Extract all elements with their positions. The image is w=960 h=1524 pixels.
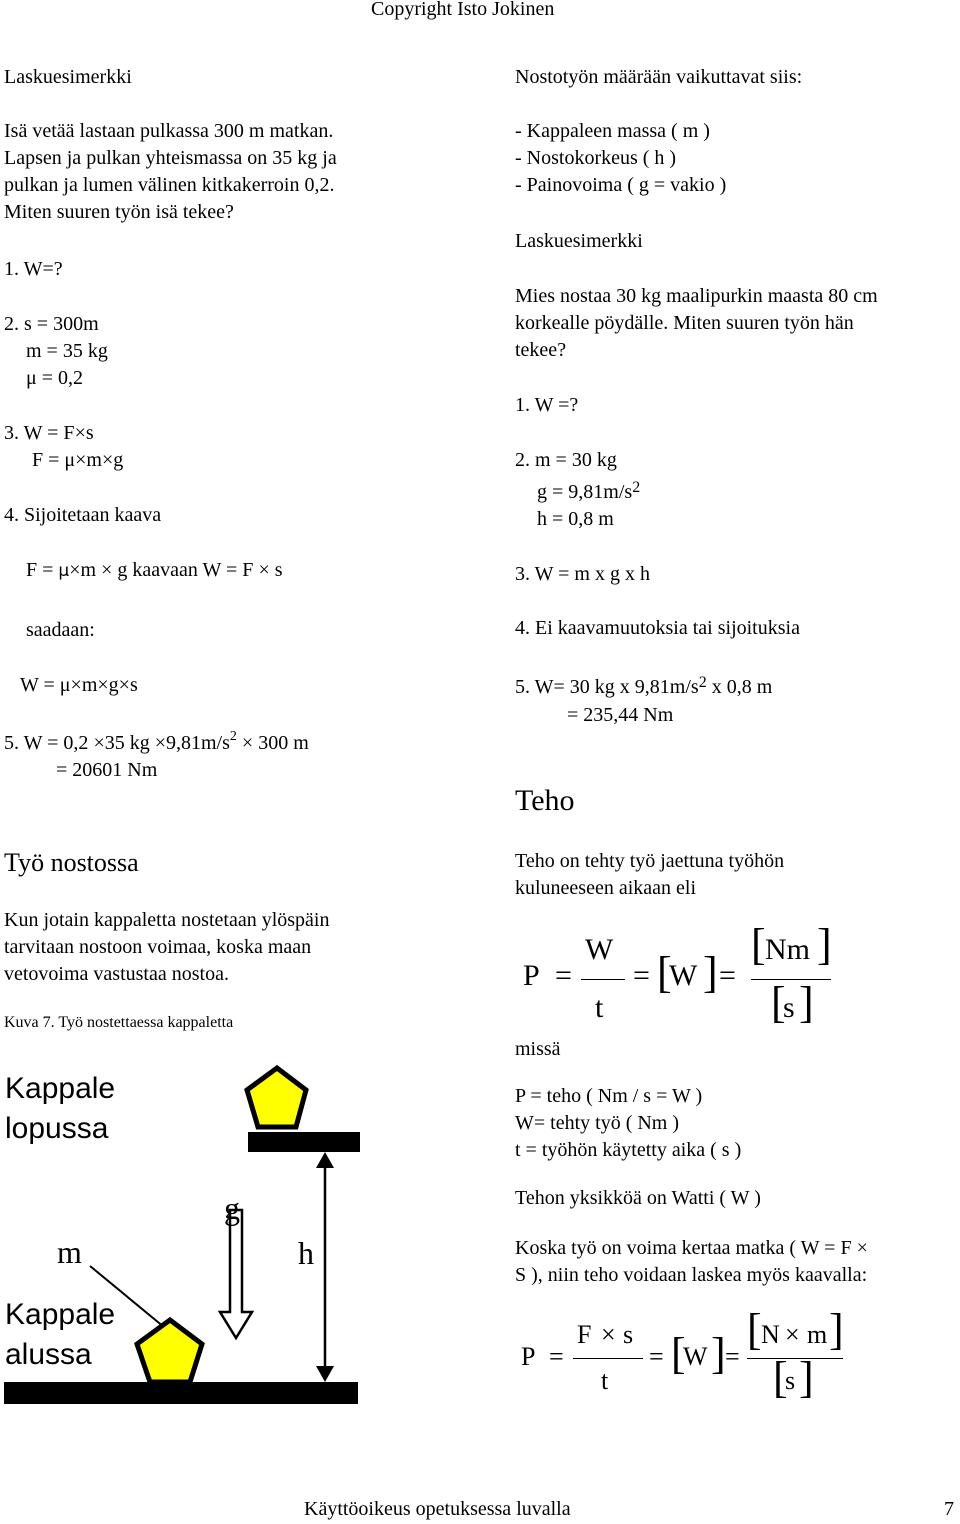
step-2-mass: m = 35 kg <box>26 340 108 362</box>
times-symbol: × <box>258 559 270 581</box>
definition-line: t = työhön käytetty aika ( s ) <box>515 1139 742 1161</box>
fraction-bar <box>747 1358 843 1359</box>
step-4: 4. Sijoitetaan kaava <box>4 504 162 526</box>
lift-figure <box>0 1060 370 1410</box>
step-5-start: 5. W = 0,2 <box>4 732 94 754</box>
mu-symbol: μ <box>58 561 70 581</box>
label-start: Kappale <box>5 1298 116 1331</box>
times-symbol: × <box>118 674 130 696</box>
power-formula-2 <box>515 1305 855 1412</box>
bracket-close: ] <box>799 1353 814 1402</box>
bracket-close: ] <box>817 920 832 969</box>
formula-p: P <box>521 1342 536 1371</box>
problem-line-2: Mies nostaa 30 kg maalipurkin maasta 80 cm <box>515 285 878 307</box>
fraction-numerator: W <box>585 933 614 966</box>
ground-surface <box>4 1382 358 1404</box>
unit-denominator: s <box>783 991 795 1024</box>
times-symbol: × <box>785 1320 800 1349</box>
equals-sign: = <box>633 959 650 992</box>
power-text-line: kuluneeseen aikaan eli <box>515 877 697 899</box>
bracketed-w: W <box>669 959 698 992</box>
step-3-r: 3. W = m x g x h <box>515 563 650 585</box>
times-symbol: × <box>69 559 81 581</box>
since-text-line <box>515 1235 868 1262</box>
step-5-mass: 35 kg <box>104 732 155 754</box>
definition-line: W= tehty työ ( Nm ) <box>515 1112 680 1134</box>
times-symbol: × <box>154 732 166 754</box>
power-text-line: Teho on tehty työ jaettuna työhön <box>515 850 785 872</box>
copyright-header: Copyright Isto Jokinen <box>371 0 555 20</box>
step-2-r-g <box>537 479 640 507</box>
times-symbol: × <box>97 674 109 696</box>
section-title-lift: Työ nostossa <box>4 848 139 877</box>
fraction-denominator: t <box>601 1366 609 1395</box>
saadaan-label: saadaan: <box>26 619 95 641</box>
formula-p: P <box>523 959 540 992</box>
bracket-open: [ <box>773 1353 788 1402</box>
problem-line: Lapsen ja pulkan yhteismassa on 35 kg ja <box>4 147 337 169</box>
step-2-r-h: h = 0,8 m <box>537 508 614 530</box>
fraction-bar <box>573 1358 643 1359</box>
label-end: Kappale <box>5 1072 116 1105</box>
formula-w-start: W = μ <box>20 674 71 696</box>
factor-item: - Kappaleen massa ( m ) <box>515 120 710 142</box>
equals-sign: = <box>725 1342 740 1371</box>
problem-line: Isä vetää lastaan pulkassa 300 m matkan. <box>4 120 334 142</box>
subst-s: s <box>269 559 283 581</box>
step-3-s: s <box>85 422 94 444</box>
step-5 <box>4 730 309 759</box>
problem-line-2: tekee? <box>515 339 567 361</box>
figure-caption: Kuva 7. Työ nostettaessa kappaletta <box>4 1014 234 1031</box>
equals-sign: = <box>555 959 572 992</box>
step-3 <box>4 420 94 447</box>
step-3-text: 3. W = F <box>4 422 75 444</box>
numerator-f: F <box>577 1320 592 1349</box>
force-g: g <box>113 449 124 471</box>
definition-line: P = teho ( Nm / s = W ) <box>515 1085 703 1107</box>
bracket-open: [ <box>747 1305 762 1354</box>
label-start: alussa <box>5 1338 92 1371</box>
label-end: lopussa <box>5 1112 109 1145</box>
object-at-end <box>247 1068 306 1127</box>
page-number: 7 <box>944 1498 954 1520</box>
force-m: m <box>86 449 102 471</box>
exponent: 2 <box>698 674 707 691</box>
times-symbol: × <box>70 674 82 696</box>
section-title-power: Teho <box>515 784 575 817</box>
factor-item: - Painovoima ( g = vakio ) <box>515 174 727 196</box>
bracketed-w: W <box>683 1342 708 1371</box>
example-title-2: Laskuesimerkki <box>515 230 643 252</box>
intro-text: Nostotyön määrään vaikuttavat siis: <box>515 66 803 88</box>
step-2-r: 2. m = 30 kg <box>515 449 617 471</box>
times-symbol: × <box>101 449 114 471</box>
equals-sign: = <box>719 959 736 992</box>
subst-f: F = <box>26 559 59 581</box>
fraction-bar <box>581 979 625 980</box>
exponent: 2 <box>632 479 641 496</box>
missa-label: missä <box>515 1038 561 1060</box>
object-at-start <box>137 1320 202 1382</box>
step-3-force <box>32 447 123 474</box>
step-5-result: = 20601 Nm <box>56 759 158 781</box>
equals-sign: = <box>549 1342 564 1371</box>
step-5-r-tail: x 0,8 m <box>706 676 773 698</box>
unit-denominator: s <box>785 1366 796 1395</box>
numerator-s: s <box>623 1320 634 1349</box>
label-gravity: g <box>224 1190 240 1226</box>
step-5-r-text: 5. W= 30 kg x 9,81m/s <box>515 676 699 698</box>
formula-w <box>20 672 138 699</box>
shelf-surface <box>248 1132 360 1152</box>
bracket-open: [ <box>671 1329 686 1378</box>
bracket-open: [ <box>657 948 672 997</box>
problem-line: Miten suuren työn isä tekee? <box>4 201 234 223</box>
times-symbol: × <box>601 1320 616 1349</box>
times-symbol: × <box>236 732 254 754</box>
bracket-close: ] <box>829 1305 844 1354</box>
section-text-line: Kun jotain kappaletta nostetaan ylöspäin <box>4 909 330 931</box>
subst-m: m <box>80 559 102 581</box>
fraction-denominator: t <box>595 991 604 1024</box>
footer-license: Käyttöoikeus opetuksessa luvalla <box>304 1498 571 1520</box>
factor-item: - Nostokorkeus ( h ) <box>515 147 677 169</box>
unit-m: m <box>807 1320 828 1349</box>
since-text-line: S ), niin teho voidaan laskea myös kaavalla: <box>515 1264 868 1286</box>
step-1-r: 1. W =? <box>515 394 579 416</box>
section-text-line: vetovoima vastustaa nostoa. <box>4 963 229 985</box>
height-arrow-top <box>316 1152 334 1168</box>
exponent: 2 <box>229 729 237 744</box>
times-symbol: × <box>75 449 87 471</box>
bracket-open: [ <box>751 920 766 969</box>
problem-line-2: korkealle pöydälle. Miten suuren työn hän <box>515 312 854 334</box>
problem-line: pulkan ja lumen välinen kitkakerroin 0,2. <box>4 174 335 196</box>
height-arrow-bottom <box>316 1366 334 1382</box>
bracket-open: [ <box>771 978 786 1027</box>
unit-text: Tehon yksikköä on Watti ( W ) <box>515 1187 761 1209</box>
formula-w-m: m <box>81 674 98 696</box>
unit-numerator: Nm <box>765 933 810 966</box>
substitution-line <box>26 557 283 585</box>
step-4-r: 4. Ei kaavamuutoksia tai sijoituksia <box>515 617 800 639</box>
label-mass: m <box>57 1234 82 1270</box>
bracket-close: ] <box>703 948 718 997</box>
gravity-value: g = 9,81m/s <box>537 481 633 503</box>
step-1: 1. W=? <box>4 258 63 280</box>
step-2-mu: μ = 0,2 <box>26 367 84 389</box>
step-2: 2. s = 300m <box>4 313 99 335</box>
bracket-close: ] <box>711 1329 726 1378</box>
fraction-bar <box>751 979 831 980</box>
step-5-r-result: = 235,44 Nm <box>567 704 674 726</box>
equals-sign: = <box>649 1342 664 1371</box>
times-symbol: × <box>93 732 105 754</box>
section-text-line: tarvitaan nostoon voimaa, koska maan <box>4 936 312 958</box>
times-symbol: × <box>101 559 113 581</box>
step-5-r <box>515 674 772 702</box>
label-height: h <box>298 1235 314 1271</box>
step-5-g: 9,81m/s <box>166 732 230 754</box>
bracket-close: ] <box>799 978 814 1027</box>
times-symbol: × <box>856 1237 868 1259</box>
since-text-start: Koska työ on voima kertaa matka ( W = F <box>515 1237 857 1259</box>
gravity-arrow <box>220 1210 252 1338</box>
times-symbol: × <box>74 422 86 444</box>
step-5-dist: 300 m <box>253 732 309 754</box>
power-formula-1 <box>515 920 845 1035</box>
unit-n: N <box>761 1320 780 1349</box>
formula-w-s: s <box>129 674 138 696</box>
force-text: F = μ <box>32 449 76 471</box>
formula-w-g: g <box>108 674 119 696</box>
subst-g: g kaavaan W = F <box>112 559 259 581</box>
example-title: Laskuesimerkki <box>4 66 132 88</box>
